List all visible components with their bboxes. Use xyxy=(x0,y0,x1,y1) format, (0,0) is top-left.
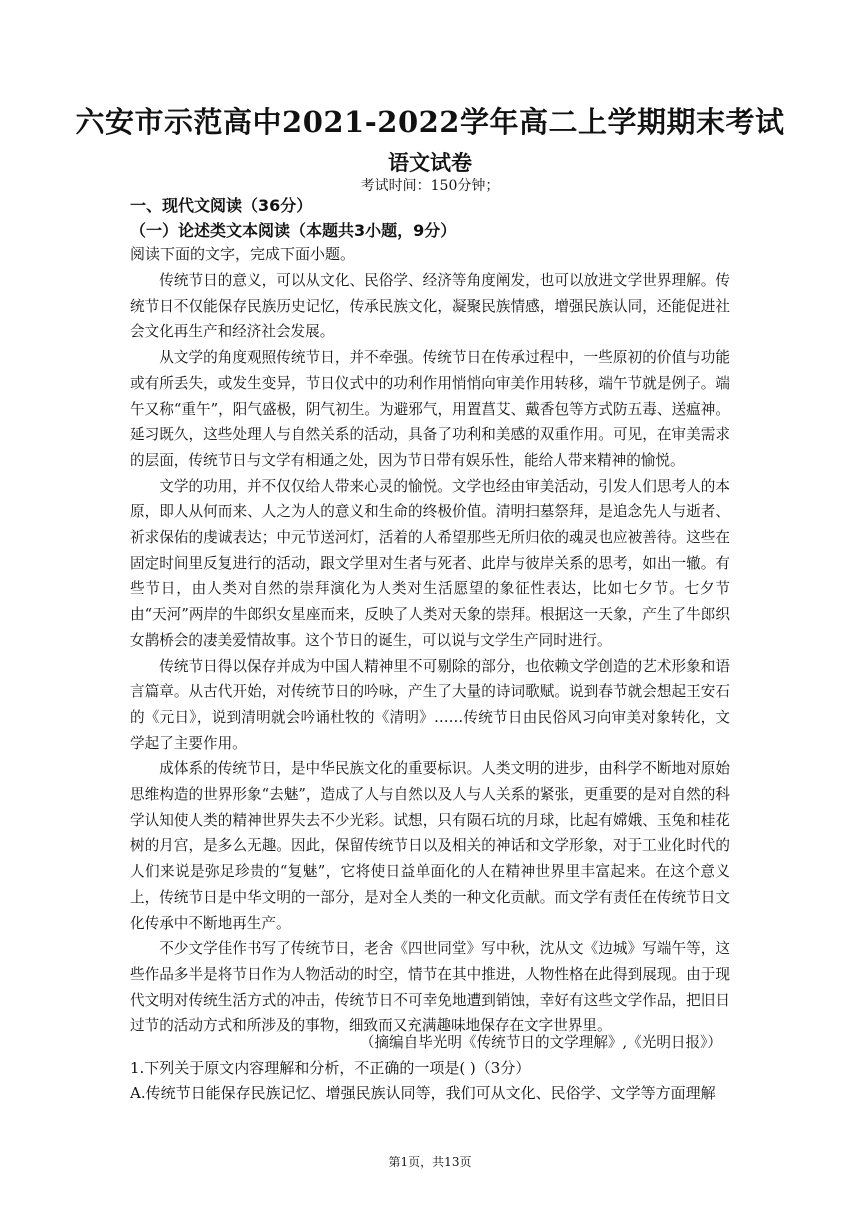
section-heading-part1: 一、现代文阅读（36分） xyxy=(130,196,313,215)
article-source: （摘编自毕光明《传统节日的文学理解》,《光明日报》） xyxy=(359,1034,722,1051)
exam-time: 考试时间：150分钟； xyxy=(360,178,500,194)
reading-instruction: 阅读下面的文字，完成下面小题。 xyxy=(130,245,356,263)
question-1-stem: 1.下列关于原文内容理解和分析，不正确的一项是( )（3分） xyxy=(130,1059,531,1077)
question-1-option-a: A.传统节日能保存民族记忆、增强民族认同等，我们可从文化、民俗学、文学等方面理解 xyxy=(130,1084,716,1102)
article-paragraph: 不少文学佳作书写了传统节日，老舍《四世同堂》写中秋，沈从文《边城》写端午等，这些作品多半是将节日作为人物活动的时空，情节在其中推进，人物性格在此得到展现。由于现代文明对传统生活方式的冲击，传统节日不可幸免地遭到销蚀，幸好有这些文学作品，把旧日过节的活动方式和所涉及的事物，细致而又充满趣味地保存在文字世界里。 xyxy=(130,940,730,1035)
exam-subtitle: 语文试卷 xyxy=(388,150,472,175)
section-heading-argumentative-reading: （一）论述类文本阅读（本题共3小题，9分） xyxy=(130,221,457,240)
article-paragraph: 传统节日得以保存并成为中国人精神里不可剔除的部分，也依赖文学创造的艺术形象和语言篇章。从古代开始，对传统节日的吟咏，产生了大量的诗词歌赋。说到春节就会想起王安石的《元日》，说到清明就会吟诵杜牧的《清明》……传统节日由民俗风习向审美对象转化，文学起了主要作用。 xyxy=(130,657,730,752)
page-number-footer: 第1页，共13页 xyxy=(388,1155,472,1169)
article-paragraph: 从文学的角度观照传统节日，并不牵强。传统节日在传承过程中，一些原初的价值与功能或有所丢失，或发生变异，节日仪式中的功利作用悄悄向审美作用转移，端午节就是例子。端午又称“重午”，阳气盛极，阴气初生。为避邪气，用置菖艾、戴香包等方式防五毒、送瘟神。延习既久，这些处理人与自然关系的活动，具备了功利和美感的双重作用。可见，在审美需求的层面，传统节日与文学有相通之处，因为节日带有娱乐性，能给人带来精神的愉悦。 xyxy=(130,349,730,469)
article-paragraph: 成体系的传统节日，是中华民族文化的重要标识。人类文明的进步，由科学不断地对原始思维构造的世界形象“去魅”，造成了人与自然以及人与人关系的紧张，更重要的是对自然的科学认知使人类的精神世界失去不少光彩。试想，只有陨石坑的月球，比起有嫦娥、玉兔和桂花树的月宫，是多么无趣。因此，保留传统节日以及相关的神话和文学形象，对于工业化时代的人们来说是弥足珍贵的“复魅”，它将使日益单面化的人在精神世界里丰富起来。在这个意义上，传统节日是中华文明的一部分，是对全人类的一种文化贡献。而文学有责任在传统节日文化传承中不断地再生产。 xyxy=(130,760,730,932)
exam-title: 六安市示范高中2021-2022学年高二上学期期末考试 xyxy=(75,105,785,139)
article-body xyxy=(130,268,730,1039)
article-paragraph: 文学的功用，并不仅仅给人带来心灵的愉悦。文学也经由审美活动，引发人们思考人的本原，即人从何而来、人之为人的意义和生命的终极价值。清明扫墓祭拜，是追念先人与逝者、祈求保佑的虔诚表达；中元节送河灯，活着的人希望那些无所归依的魂灵也应被善待。这些在固定时间里反复进行的活动，跟文学里对生者与死者、此岸与彼岸关系的思考，如出一辙。有些节日，由人类对自然的崇拜演化为人类对生活愿望的象征性表达，比如七夕节。七夕节由“天河”两岸的牛郎织女星座而来，反映了人类对天象的崇拜。根据这一天象，产生了牛郎织女鹊桥会的凄美爱情故事。这个节日的诞生，可以说与文学生产同时进行。 xyxy=(130,477,730,649)
article-paragraph: 传统节日的意义，可以从文化、民俗学、经济等角度阐发，也可以放进文学世界理解。传统节日不仅能保存民族历史记忆，传承民族文化，凝聚民族情感，增强民族认同，还能促进社会文化再生产和经济社会发展。 xyxy=(130,272,730,341)
